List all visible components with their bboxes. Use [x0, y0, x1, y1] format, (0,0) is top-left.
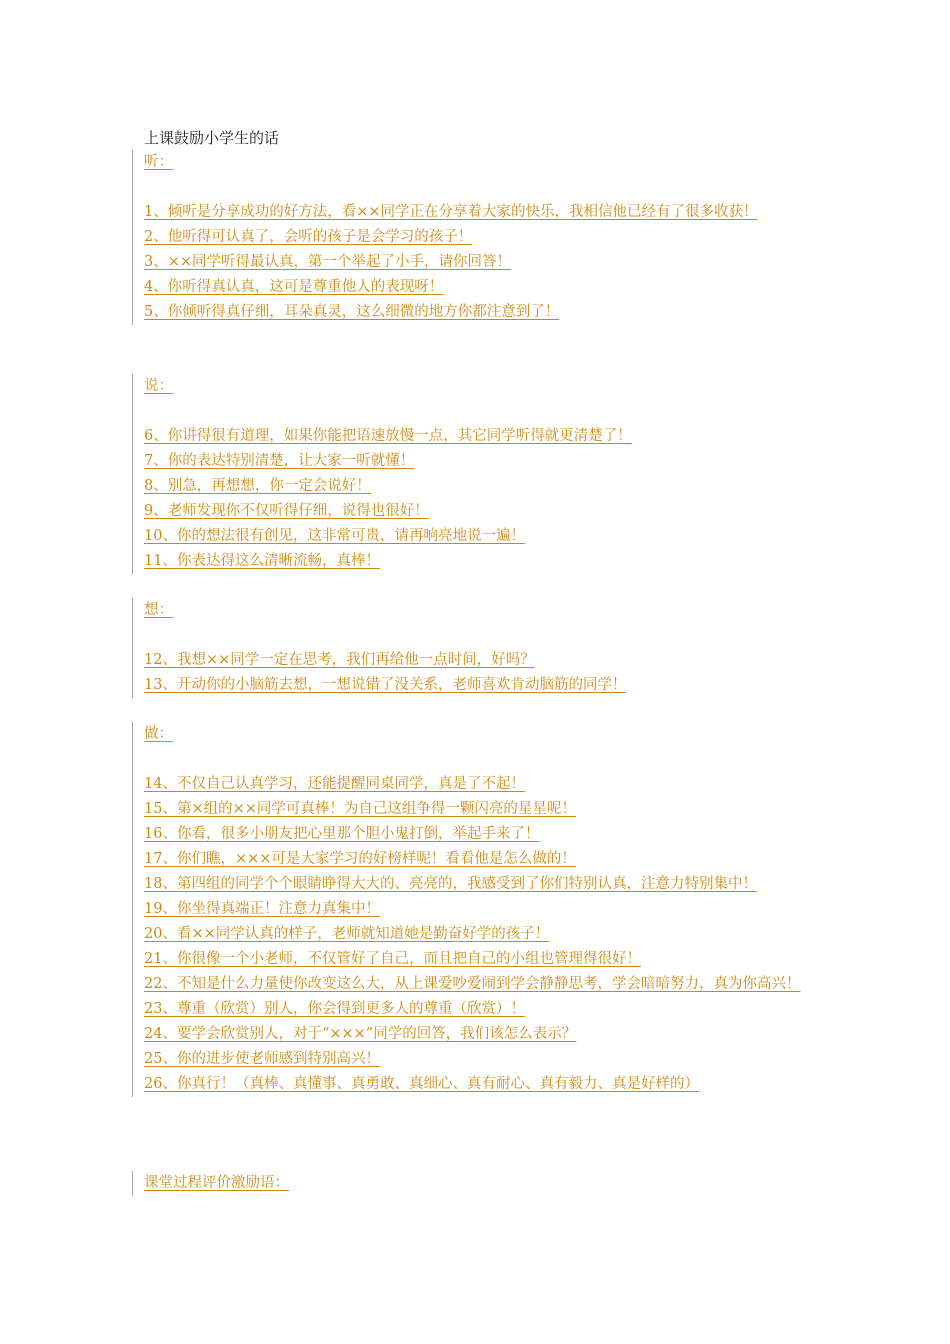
list-item[interactable]: 22、不知是什么力量使你改变这么大，从上课爱吵爱闹到学会静静思考，学会暗暗努力，真为你高兴！ — [144, 976, 801, 992]
section-heading[interactable]: 听： — [144, 154, 173, 170]
list-item[interactable]: 6、你讲得很有道理，如果你能把语速放慢一点，其它同学听得就更清楚了！ — [144, 428, 632, 444]
section-heading[interactable]: 想： — [144, 602, 173, 618]
list-item[interactable]: 12、我想××同学一定在思考，我们再给他一点时间，好吗？ — [144, 652, 535, 668]
list-item[interactable]: 5、你倾听得真仔细，耳朵真灵，这么细微的地方你都注意到了！ — [144, 304, 560, 320]
section-speak — [132, 374, 822, 574]
section-divider — [132, 722, 133, 1097]
section-think — [132, 598, 822, 698]
list-item[interactable]: 17、你们瞧，×××可是大家学习的好榜样呢！看看他是怎么做的！ — [144, 851, 576, 867]
list-item[interactable]: 14、不仅自己认真学习，还能提醒同桌同学，真是了不起！ — [144, 776, 525, 792]
list-item[interactable]: 26、你真行！（真棒、真懂事、真勇敢、真细心、真有耐心、真有毅力、真是好样的） — [144, 1076, 699, 1092]
list-item[interactable]: 18、第四组的同学个个眼睛睁得大大的、亮亮的，我感受到了你们特别认真，注意力特别集中！ — [144, 876, 757, 892]
list-item[interactable]: 24、要学会欣赏别人，对于“×××”同学的回答，我们该怎么表示？ — [144, 1026, 577, 1042]
section-heading[interactable]: 说： — [144, 378, 173, 394]
list-item[interactable]: 10、你的想法很有创见，这非常可贵，请再响亮地说一遍！ — [144, 528, 525, 544]
list-item[interactable]: 13、开动你的小脑筋去想，一想说错了没关系，老师喜欢肯动脑筋的同学！ — [144, 677, 627, 693]
list-item[interactable]: 23、尊重（欣赏）别人，你会得到更多人的尊重（欣赏）！ — [144, 1001, 525, 1017]
section-heading[interactable]: 课堂过程评价激励语： — [144, 1175, 289, 1191]
list-item[interactable]: 11、你表达得这么清晰流畅，真棒！ — [144, 553, 380, 569]
list-item[interactable]: 3、××同学听得最认真，第一个举起了小手，请你回答！ — [144, 254, 512, 270]
section-divider — [132, 1171, 133, 1196]
list-item[interactable]: 20、看××同学认真的样子，老师就知道她是勤奋好学的孩子！ — [144, 926, 550, 942]
list-item[interactable]: 21、你很像一个小老师，不仅管好了自己，而且把自己的小组也管理得很好！ — [144, 951, 641, 967]
list-item[interactable]: 2、他听得可认真了，会听的孩子是会学习的孩子！ — [144, 229, 473, 245]
section-classroom-evaluation — [132, 1171, 822, 1196]
list-item[interactable]: 7、你的表达特别清楚，让大家一听就懂！ — [144, 453, 415, 469]
section-divider — [132, 598, 133, 698]
list-item[interactable]: 15、第×组的××同学可真棒！为自己这组争得一颗闪亮的星星呢！ — [144, 801, 576, 817]
section-divider — [132, 374, 133, 574]
section-listen — [132, 150, 822, 325]
list-item[interactable]: 8、别急，再想想，你一定会说好！ — [144, 478, 371, 494]
list-item[interactable]: 16、你看，很多小朋友把心里那个胆小鬼打倒，举起手来了！ — [144, 826, 540, 842]
list-item[interactable]: 1、倾听是分享成功的好方法，看××同学正在分享着大家的快乐，我相信他已经有了很多收获！ — [144, 204, 758, 220]
document-title: 上课鼓励小学生的话 — [144, 129, 280, 147]
list-item[interactable]: 25、你的进步使老师感到特别高兴！ — [144, 1051, 380, 1067]
list-item[interactable]: 19、你坐得真端正！注意力真集中！ — [144, 901, 380, 917]
section-divider — [132, 150, 133, 325]
section-do — [132, 722, 822, 1097]
list-item[interactable]: 9、老师发现你不仅听得仔细，说得也很好！ — [144, 503, 429, 519]
section-heading[interactable]: 做： — [144, 726, 173, 742]
list-item[interactable]: 4、你听得真认真，这可是尊重他人的表现呀！ — [144, 279, 444, 295]
